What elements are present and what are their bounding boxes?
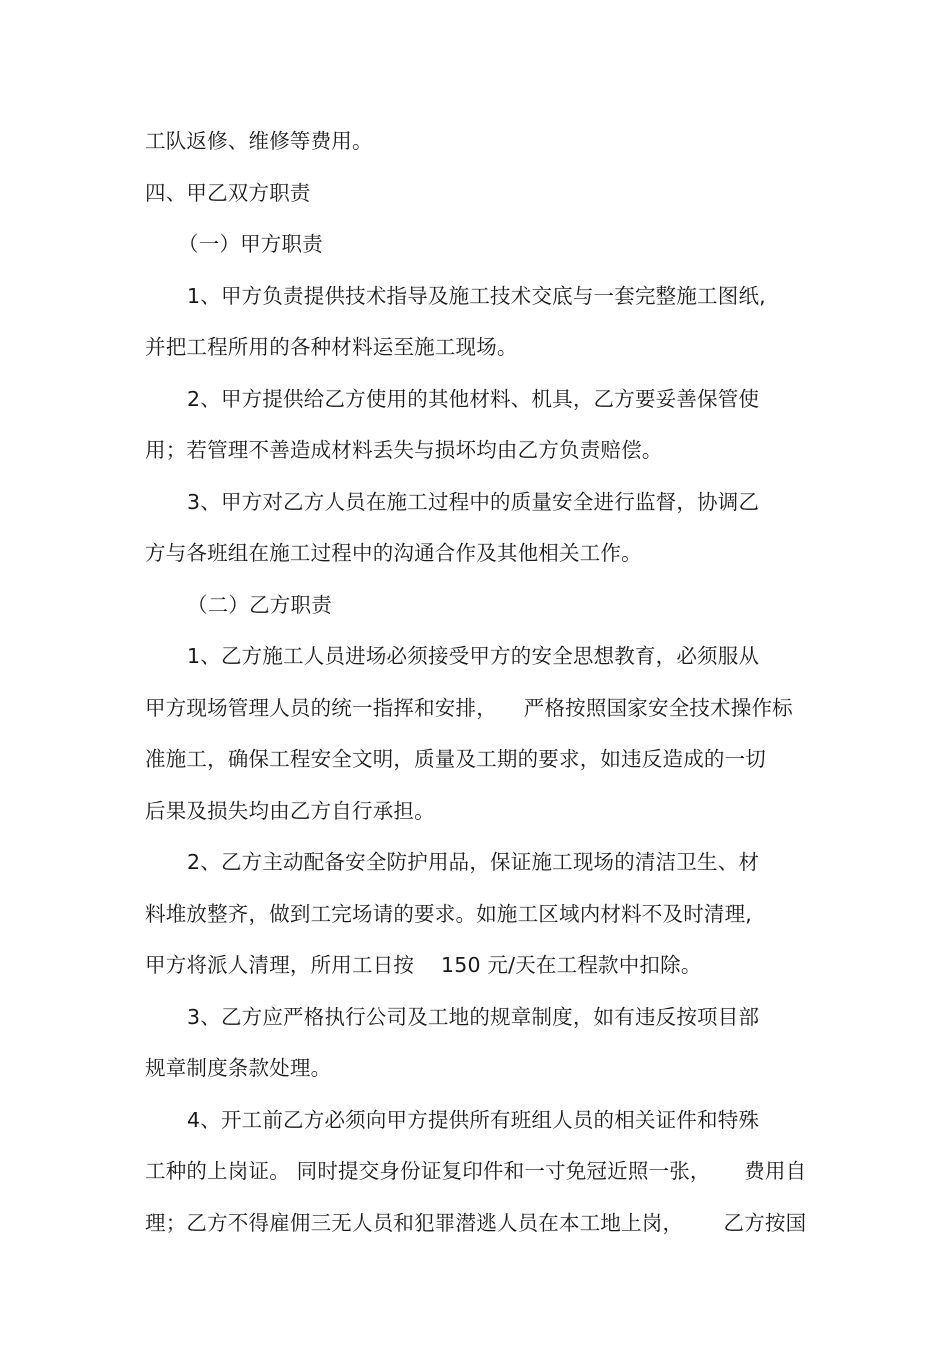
text-line: 2、乙方主动配备安全防护用品，保证施工现场的清洁卫生、材 [187, 850, 760, 874]
text-line: 规章制度条款处理。 [145, 1056, 332, 1080]
text-line: 工种的上岗证。 同时提交身份证复印件和一寸免冠近照一张， 费用自 [145, 1159, 807, 1183]
text-line: 工队返修、维修等费用。 [145, 129, 373, 153]
subsection-heading: （二）乙方职责 [187, 593, 332, 617]
text-line: 方与各班组在施工过程中的沟通合作及其他相关工作。 [145, 541, 642, 565]
text-line: 1、乙方施工人员进场必须接受甲方的安全思想教育，必须服从 [187, 644, 760, 668]
text-line: 理；乙方不得雇佣三无人员和犯罪潜逃人员在本工地上岗， 乙方按国 [145, 1211, 807, 1235]
text-line: 用；若管理不善造成材料丢失与损坏均由乙方负责赔偿。 [145, 438, 663, 462]
text-line: 1、甲方负责提供技术指导及施工技术交底与一套完整施工图纸, [187, 284, 766, 308]
subsection-heading: （一）甲方职责 [178, 232, 323, 256]
text-line: 3、乙方应严格执行公司及工地的规章制度，如有违反按项目部 [187, 1005, 760, 1029]
text-line: 并把工程所用的各种材料运至施工现场。 [145, 335, 518, 359]
text-line: 3、甲方对乙方人员在施工过程中的质量安全进行监督，协调乙 [187, 490, 760, 514]
text-line: 准施工，确保工程安全文明，质量及工期的要求，如违反造成的一切 [145, 747, 766, 771]
text-line: 料堆放整齐，做到工完场请的要求。如施工区域内材料不及时清理, [145, 902, 753, 926]
text-line: 2、甲方提供给乙方使用的其他材料、机具，乙方要妥善保管使 [187, 387, 760, 411]
section-heading: 四、甲乙双方职责 [145, 181, 311, 205]
text-line: 4、开工前乙方必须向甲方提供所有班组人员的相关证件和特殊 [187, 1108, 760, 1132]
text-line: 甲方将派人清理，所用工日按 150 元/天在工程款中扣除。 [145, 953, 702, 977]
text-line: 后果及损失均由乙方自行承担。 [145, 799, 435, 823]
text-line: 甲方现场管理人员的统一指挥和安排， 严格按照国家安全技术操作标 [145, 696, 793, 720]
